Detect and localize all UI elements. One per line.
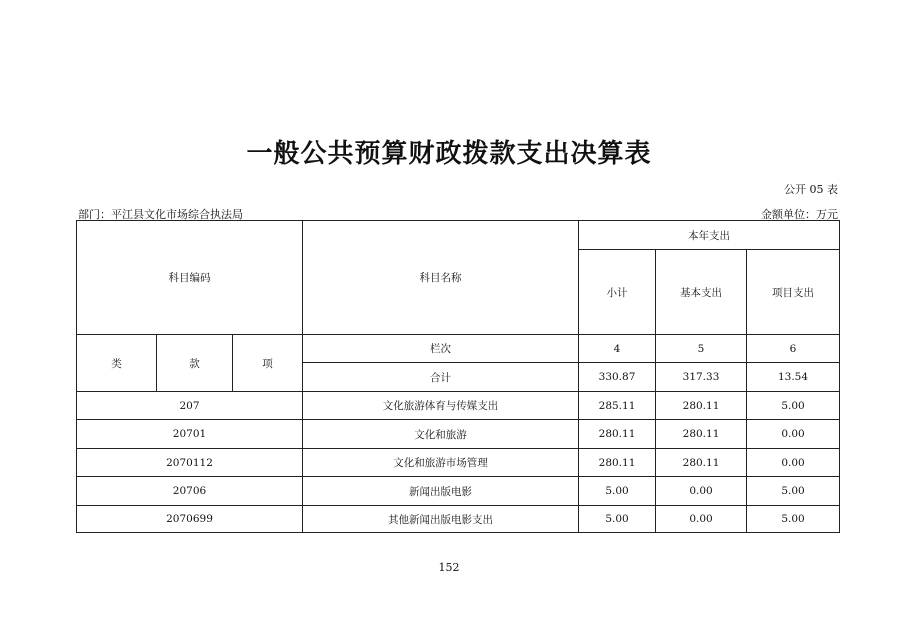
row-basic: 0.00 <box>656 477 747 506</box>
total-subtotal: 330.87 <box>579 363 656 392</box>
budget-table <box>76 220 840 533</box>
page-number: 152 <box>438 561 460 574</box>
table-row <box>77 392 840 420</box>
row-subtotal: 5.00 <box>579 477 656 506</box>
row-code: 207 <box>77 392 303 420</box>
row-code: 20706 <box>77 477 303 506</box>
row-basic: 280.11 <box>656 449 747 477</box>
header-column-4: 4 <box>579 335 656 363</box>
row-project: 5.00 <box>747 506 840 533</box>
page-title: 一般公共预算财政拨款支出决算表 <box>246 139 652 169</box>
row-project: 0.00 <box>747 420 840 449</box>
row-code: 20701 <box>77 420 303 449</box>
row-basic: 280.11 <box>656 392 747 420</box>
header-subject-name: 科目名称 <box>303 221 579 335</box>
department-label: 部门：平江县文化市场综合执法局 <box>78 208 243 221</box>
row-subtotal: 280.11 <box>579 420 656 449</box>
amount-unit-label: 金额单位：万元 <box>761 208 838 221</box>
row-name: 新闻出版电影 <box>303 477 579 506</box>
row-name: 文化旅游体育与传媒支出 <box>303 392 579 420</box>
row-subtotal: 285.11 <box>579 392 656 420</box>
header-column-number-label: 栏次 <box>303 335 579 363</box>
header-current-year-expense: 本年支出 <box>579 221 840 250</box>
row-project: 0.00 <box>747 449 840 477</box>
row-code: 2070699 <box>77 506 303 533</box>
header-section: 款 <box>157 335 233 392</box>
header-category: 类 <box>77 335 157 392</box>
row-name: 其他新闻出版电影支出 <box>303 506 579 533</box>
header-column-6: 6 <box>747 335 840 363</box>
row-name: 文化和旅游市场管理 <box>303 449 579 477</box>
header-item: 项 <box>233 335 303 392</box>
header-subject-code: 科目编码 <box>77 221 303 335</box>
row-project: 5.00 <box>747 477 840 506</box>
total-project: 13.54 <box>747 363 840 392</box>
table-row <box>77 449 840 477</box>
header-subtotal: 小计 <box>579 250 656 335</box>
table-row <box>77 506 840 533</box>
total-label: 合计 <box>303 363 579 392</box>
row-subtotal: 5.00 <box>579 506 656 533</box>
table-row <box>77 477 840 506</box>
header-column-5: 5 <box>656 335 747 363</box>
row-code: 2070112 <box>77 449 303 477</box>
row-basic: 280.11 <box>656 420 747 449</box>
row-project: 5.00 <box>747 392 840 420</box>
table-row <box>77 420 840 449</box>
header-project-expense: 项目支出 <box>747 250 840 335</box>
row-basic: 0.00 <box>656 506 747 533</box>
row-subtotal: 280.11 <box>579 449 656 477</box>
header-basic-expense: 基本支出 <box>656 250 747 335</box>
total-basic: 317.33 <box>656 363 747 392</box>
row-name: 文化和旅游 <box>303 420 579 449</box>
form-number: 公开 05 表 <box>784 183 838 196</box>
